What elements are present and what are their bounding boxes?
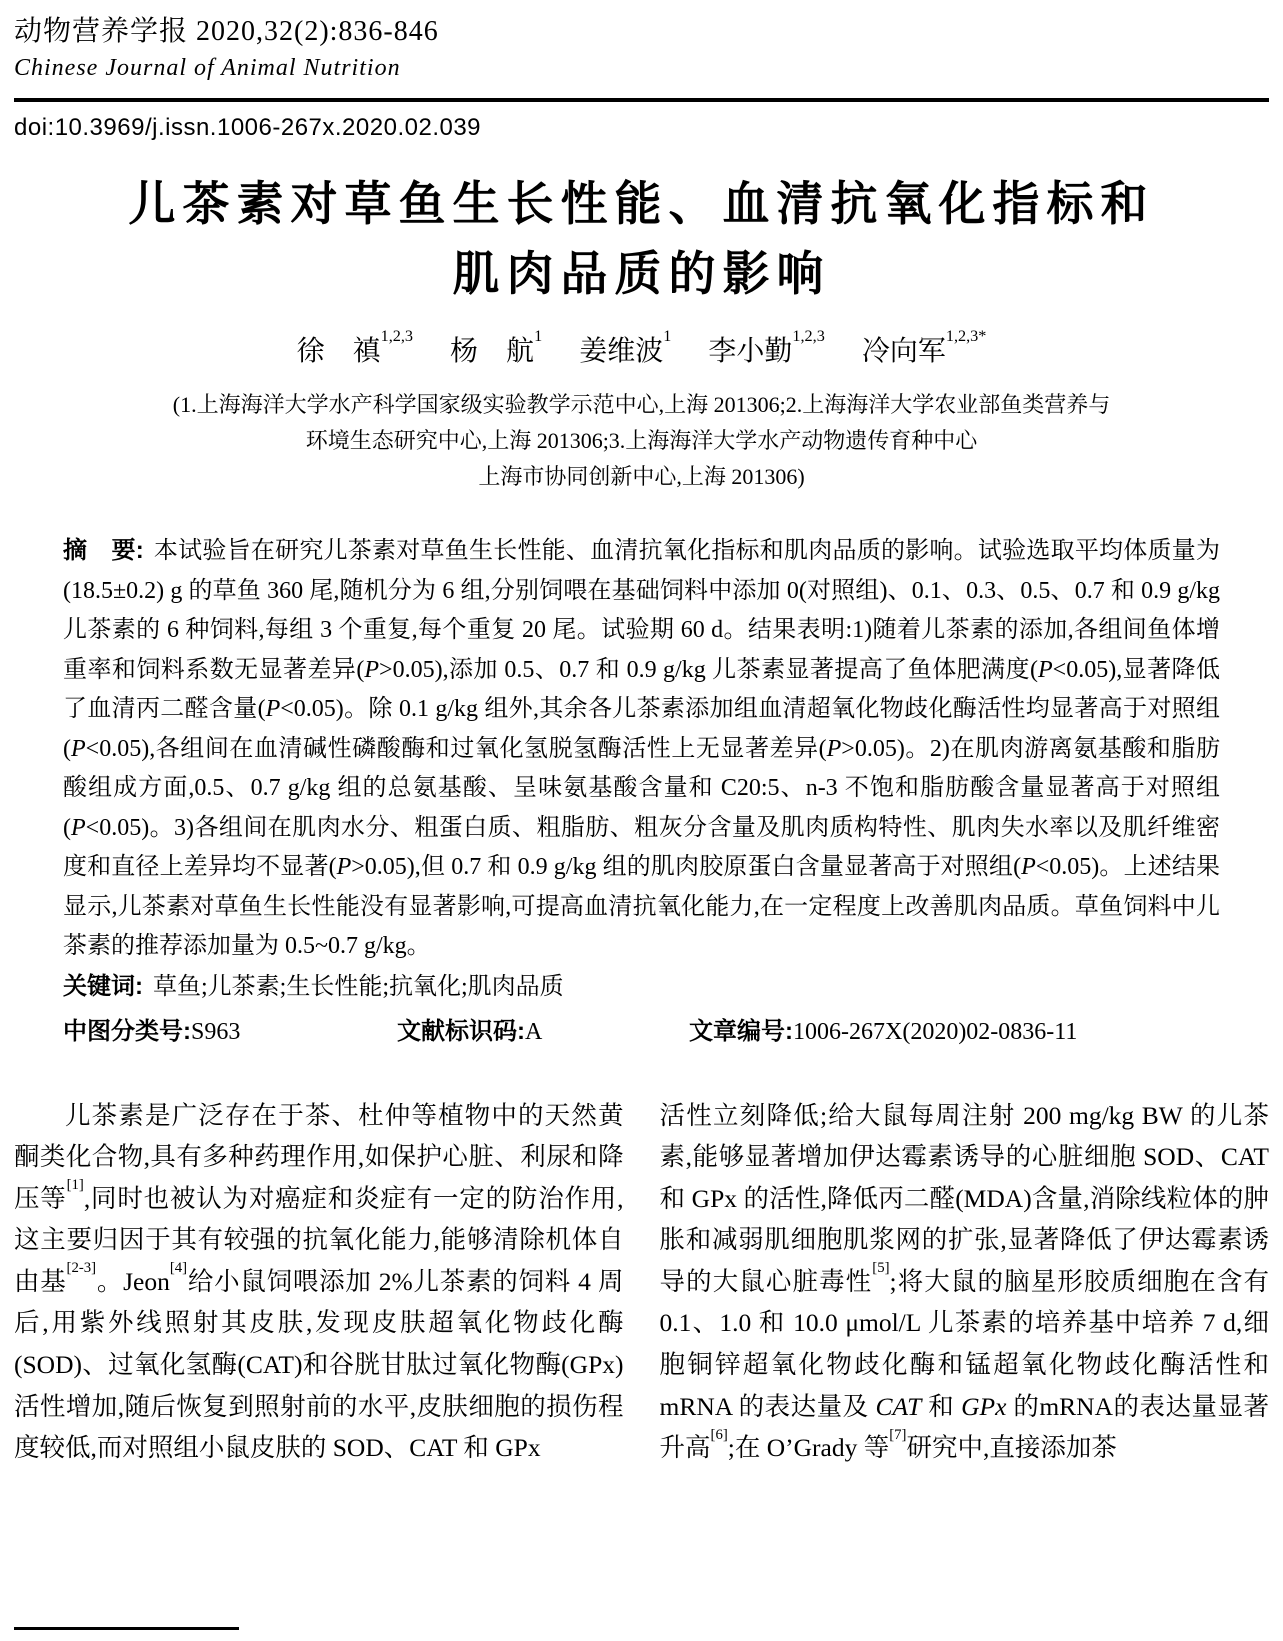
document-code-value: A — [525, 1019, 543, 1045]
author-4-affiliation-marks: 1,2,3 — [792, 326, 825, 345]
front-matter — [63, 531, 1220, 1053]
classification-line — [63, 1012, 1220, 1053]
author-1-name: 徐 禛 — [296, 336, 381, 367]
clc-number-label: 中图分类号: — [63, 1018, 191, 1045]
document-code-label: 文献标识码: — [397, 1018, 525, 1045]
body-columns — [14, 1095, 1269, 1469]
body-column-left — [14, 1095, 624, 1469]
author-2-affiliation-marks: 1 — [534, 326, 543, 345]
author-5-affiliation-marks: 1,2,3* — [945, 326, 987, 345]
keywords-line — [63, 967, 1220, 1008]
keywords-text: 草鱼;儿茶素;生长性能;抗氧化;肌肉品质 — [153, 973, 564, 1000]
affiliation-block — [14, 387, 1269, 495]
abstract-paragraph — [63, 531, 1220, 967]
document-code — [397, 1012, 689, 1053]
author-4-name: 李小勤 — [708, 336, 793, 367]
clc-number — [63, 1012, 397, 1053]
affiliation-line-3: 上海市协同创新中心,上海 201306) — [478, 464, 805, 489]
author-3 — [579, 326, 672, 367]
author-5-name: 冷向军 — [861, 336, 946, 367]
body-paragraph-right: 活性立刻降低;给大鼠每周注射 200 mg/kg BW 的儿茶素,能够显著增加伊达霉素诱导的心脏细胞 SOD、CAT 和 GPx 的活性,降低丙二醛(MDA)含量,消除线粒体的肿胀和减弱肌细胞肌浆网的扩张,显著降低了伊达霉素诱导的大鼠心脏毒性[5];将大鼠的脑星形胶质细胞在含有 0.1、1.0 和 10.0 μmol/L 儿茶素的培养基中培养 7 d,细胞铜锌超氧化物歧化酶和锰超氧化物歧化酶活性和 mRNA 的表达量及 CAT 和 GPx 的mRNA的表达量显著升高[6];在 O’Grady 等[7]研究中,直接添加茶 — [659, 1100, 1269, 1463]
author-1-affiliation-marks: 1,2,3 — [380, 326, 414, 345]
body-paragraph-left: 儿茶素是广泛存在于茶、杜仲等植物中的天然黄酮类化合物,具有多种药理作用,如保护心脏、利尿和降压等[1],同时也被认为对癌症和炎症有一定的防治作用,这主要归因于其有较强的抗氧化能力,能够清除机体自由基[2-3]。Jeon[4]给小鼠饲喂添加 2%儿茶素的饲料 4 周后,用紫外线照射其皮肤,发现皮肤超氧化物歧化酶(SOD)、过氧化氢酶(CAT)和谷胱甘肽过氧化物酶(GPx)活性增加,随后恢复到照射前的水平,皮肤细胞的损伤程度较低,而对照组小鼠皮肤的 SOD、CAT 和 GPx — [14, 1100, 624, 1463]
author-2 — [450, 326, 543, 367]
journal-name-en: Chinese Journal of Animal Nutrition — [14, 55, 401, 81]
article-id-value: 1006-267X(2020)02-0836-11 — [793, 1019, 1078, 1045]
author-5 — [861, 326, 987, 367]
article-id — [689, 1012, 1077, 1053]
doi-line: doi:10.3969/j.issn.1006-267x.2020.02.039 — [14, 114, 482, 141]
article-id-label: 文章编号: — [689, 1018, 793, 1045]
article-title — [14, 169, 1269, 309]
footnote-divider — [14, 1627, 239, 1630]
keywords-label: 关键词: — [63, 972, 143, 1000]
author-3-name: 姜维波 — [579, 336, 664, 367]
author-4 — [708, 326, 825, 367]
page-header — [14, 14, 1269, 143]
journal-name-cn: 动物营养学报 2020,32(2):836-846 — [14, 16, 439, 47]
clc-number-value: S963 — [191, 1019, 241, 1045]
body-column-right — [660, 1095, 1270, 1469]
abstract-text: 本试验旨在研究儿茶素对草鱼生长性能、血清抗氧化指标和肌肉品质的影响。试验选取平均体质量为(18.5±0.2) g 的草鱼 360 尾,随机分为 6 组,分别饲喂在基础饲料中添加 0(对照组)、0.1、0.3、0.5、0.7 和 0.9 g/kg 儿茶素的 6 种饲料,每组 3 个重复,每个重复 20 尾。试验期 60 d。结果表明:1)随着儿茶素的添加,各组间鱼体增重率和饲料系数无显著差异(P>0.05),添加 0.5、0.7 和 0.9 g/kg 儿茶素显著提高了鱼体肥满度(P<0.05),显著降低了血清丙二醛含量(P<0.05)。除 0.1 g/kg 组外,其余各儿茶素添加组血清超氧化物歧化酶活性均显著高于对照组(P<0.05),各组间在血清碱性磷酸酶和过氧化氢脱氢酶活性上无显著差异(P>0.05)。2)在肌肉游离氨基酸和脂肪酸组成方面,0.5、0.7 g/kg 组的总氨基酸、呈味氨基酸含量和 C20:5、n-3 不饱和脂肪酸含量显著高于对照组(P<0.05)。3)各组间在肌肉水分、粗蛋白质、粗脂肪、粗灰分含量及肌肉质构特性、肌肉失水率以及肌纤维密度和直径上差异均不显著(P>0.05),但 0.7 和 0.9 g/kg 组的肌肉胶原蛋白含量显著高于对照组(P<0.05)。上述结果显示,儿茶素对草鱼生长性能没有显著影响,可提高血清抗氧化能力,在一定程度上改善肌肉品质。草鱼饲料中儿茶素的推荐添加量为 0.5~0.7 g/kg。 — [63, 538, 1221, 959]
author-line — [14, 326, 1269, 371]
article-title-line-2: 肌肉品质的影响 — [452, 247, 831, 300]
affiliation-line-2: 环境生态研究中心,上海 201306;3.上海海洋大学水产动物遗传育种中心 — [305, 428, 978, 453]
author-3-affiliation-marks: 1 — [663, 326, 672, 345]
affiliation-line-1: (1.上海海洋大学水产科学国家级实验教学示范中心,上海 201306;2.上海海洋大学农业部鱼类营养与 — [172, 392, 1111, 417]
author-2-name: 杨 航 — [450, 336, 535, 367]
author-1 — [296, 326, 414, 367]
abstract-label: 摘 要: — [63, 537, 144, 564]
header-divider — [14, 98, 1269, 102]
article-title-line-1: 儿茶素对草鱼生长性能、血清抗氧化指标和 — [128, 177, 1155, 230]
